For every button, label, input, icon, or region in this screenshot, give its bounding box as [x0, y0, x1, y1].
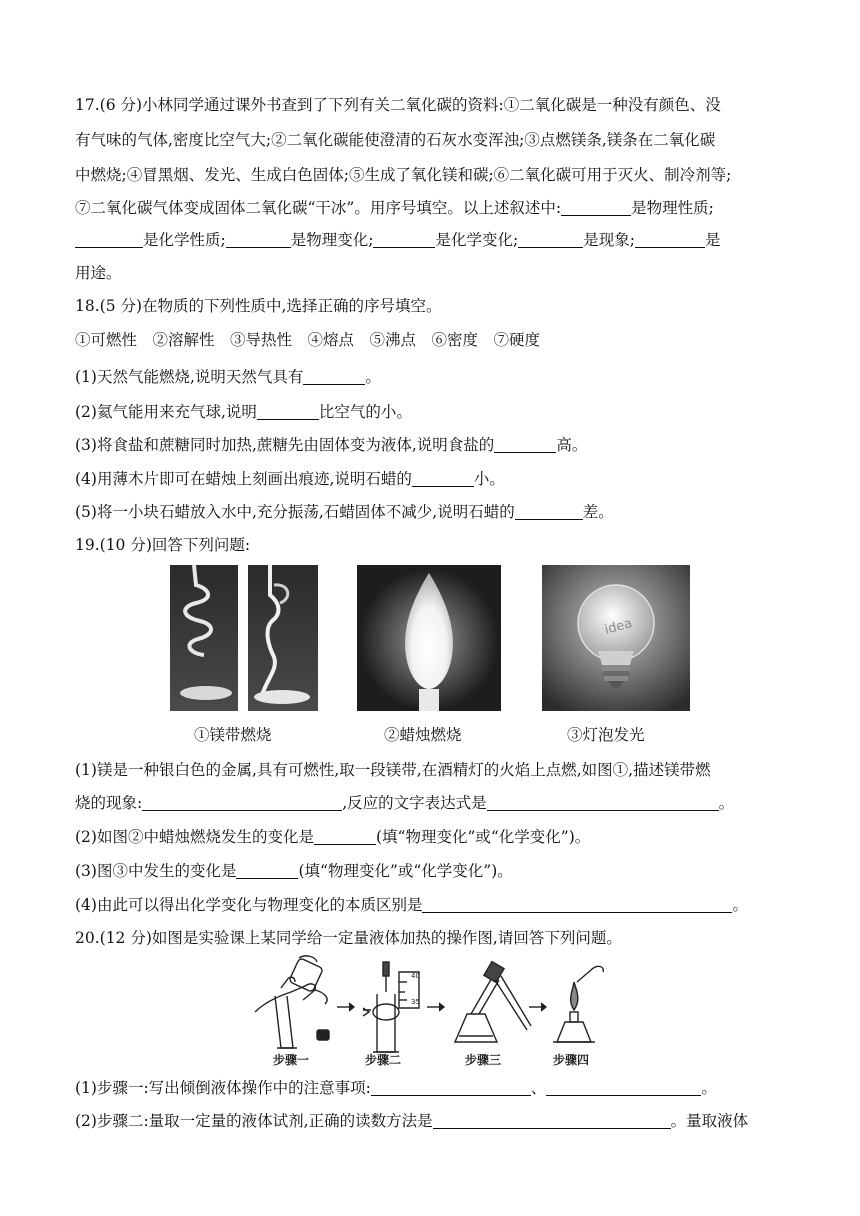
bulb-label: idea: [603, 616, 634, 638]
q17-text: 是现象;: [583, 231, 635, 249]
q17-line-6: 用途。: [75, 264, 122, 282]
q18-text: (1)天然气能燃烧,说明天然气具有: [75, 368, 304, 386]
q20-text: 、: [530, 1079, 547, 1097]
q19-text: 。: [732, 896, 748, 914]
scale-label-bottom: 35: [411, 998, 420, 1006]
q17-line-5: [75, 225, 795, 255]
q18-text: 。: [365, 368, 381, 386]
q19-part-1-line-2: [75, 788, 795, 818]
answer-blank[interactable]: [635, 229, 705, 248]
q18-text: 比空气的小。: [318, 403, 412, 421]
scale-label-top: 40: [411, 972, 420, 980]
answer-blank[interactable]: [371, 1077, 531, 1096]
q19-text: (3)图③中发生的变化是: [75, 862, 237, 880]
q17-text: ⑦二氧化碳气体变成固体二氧化碳“干冰”。用序号填空。以上述叙述中:: [75, 199, 562, 217]
q18-part-4: [75, 464, 795, 494]
q17-text: 是物理性质;: [631, 199, 714, 217]
q20-text: 。量取液体: [670, 1112, 749, 1130]
step-3-label: 步骤三: [465, 1053, 502, 1067]
magnesium-burning-figure: [170, 565, 318, 711]
q18-part-5: [75, 497, 795, 527]
answer-blank[interactable]: [515, 501, 583, 520]
q19-text: 烧的现象:: [75, 794, 143, 812]
q19-text: (2)如图②中蜡烛燃烧发生的变化是: [75, 828, 314, 846]
q18-part-2: [75, 397, 795, 427]
q17-text: 是物理变化;: [290, 231, 374, 249]
q20-text: (2)步骤二:量取一定量的液体试剂,正确的读数方法是: [75, 1112, 433, 1130]
light-bulb-figure: [542, 565, 690, 711]
answer-blank[interactable]: [487, 792, 719, 811]
q17-line-2: 有气味的气体,密度比空气大;②二氧化碳能使澄清的石灰水变浑浊;③点燃镁条,镁条在二氧化碳: [75, 131, 716, 149]
answer-blank[interactable]: [75, 229, 143, 248]
step-2-label: 步骤二: [365, 1053, 402, 1067]
q17-text: 是: [704, 231, 721, 249]
q17-text: 是化学性质;: [143, 231, 226, 249]
q19-part-3: [75, 856, 795, 886]
q19-text: (4)由此可以得出化学变化与物理变化的本质区别是: [75, 896, 423, 914]
q18-text: 差。: [582, 503, 614, 521]
q18-text: 高。: [556, 436, 588, 454]
q20-title: 20.(12 分)如图是实验课上某同学给一定量液体加热的操作图,请回答下列问题。: [75, 929, 622, 947]
q19-text: ,反应的文字表达式是: [342, 794, 487, 812]
q19-text: 。: [718, 794, 735, 812]
q20-text: (1)步骤一:写出倾倒液体操作中的注意事项:: [75, 1079, 371, 1097]
figure-caption-candle: ②蜡烛燃烧: [384, 726, 462, 744]
answer-blank[interactable]: [142, 792, 342, 811]
answer-blank[interactable]: [373, 229, 435, 248]
q19-text: (填“物理变化”或“化学变化”)。: [375, 828, 591, 846]
q19-title: 19.(10 分)回答下列问题:: [75, 536, 251, 554]
q20-text: 。: [701, 1079, 717, 1097]
answer-blank[interactable]: [226, 229, 291, 248]
answer-blank[interactable]: [257, 401, 319, 420]
q18-text: (3)将食盐和蔗糖同时加热,蔗糖先由固体变为液体,说明食盐的: [75, 436, 495, 454]
answer-blank[interactable]: [236, 860, 298, 879]
q17-text: 是化学变化;: [435, 231, 519, 249]
q17-line-4: [75, 193, 795, 223]
q18-part-1: [75, 362, 795, 392]
figure-caption-magnesium: ①镁带燃烧: [194, 726, 272, 744]
answer-blank[interactable]: [422, 894, 732, 913]
q19-text: (填“物理变化”或“化学变化”)。: [298, 862, 513, 880]
q18-part-3: [75, 430, 795, 460]
q18-text: (5)将一小块石蜡放入水中,充分振荡,石蜡固体不减少,说明石蜡的: [75, 503, 515, 521]
step-4-label: 步骤四: [553, 1053, 590, 1067]
q18-options: ①可燃性 ②溶解性 ③导热性 ④熔点 ⑤沸点 ⑥密度 ⑦硬度: [75, 331, 541, 349]
q18-title: 18.(5 分)在物质的下列性质中,选择正确的序号填空。: [75, 297, 442, 315]
answer-blank[interactable]: [314, 826, 376, 845]
answer-blank[interactable]: [546, 1077, 701, 1096]
q20-part-2: [75, 1106, 795, 1136]
q19-part-1-line-1: (1)镁是一种银白色的金属,具有可燃性,取一段镁带,在酒精灯的火焰上点燃,如图①,描述镁带燃: [75, 761, 711, 779]
answer-blank[interactable]: [561, 197, 631, 216]
q18-text: (4)用薄木片即可在蜡烛上刻画出痕迹,说明石蜡的: [75, 470, 412, 488]
answer-blank[interactable]: [303, 366, 365, 385]
q20-part-1: [75, 1073, 795, 1103]
q17-line-3: 中燃烧;④冒黑烟、发光、生成白色固体;⑤生成了氧化镁和碳;⑥二氧化碳可用于灭火、制冷剂等;: [75, 166, 732, 184]
q18-text: (2)氦气能用来充气球,说明: [75, 403, 257, 421]
q17-line-1: 17.(6 分)小林同学通过课外书查到了下列有关二氧化碳的资料:①二氧化碳是一种没有颜色、没: [75, 96, 721, 114]
q19-part-2: [75, 822, 795, 852]
step-1-label: 步骤一: [273, 1053, 310, 1067]
liquid-heating-steps-figure: [245, 952, 610, 1069]
candle-burning-figure: [357, 565, 501, 711]
answer-blank[interactable]: [433, 1110, 671, 1129]
answer-blank[interactable]: [518, 229, 583, 248]
answer-blank[interactable]: [494, 434, 556, 453]
q19-part-4: [75, 890, 795, 920]
answer-blank[interactable]: [412, 468, 474, 487]
q18-text: 小。: [473, 470, 505, 488]
figure-caption-bulb: ③灯泡发光: [567, 726, 645, 744]
